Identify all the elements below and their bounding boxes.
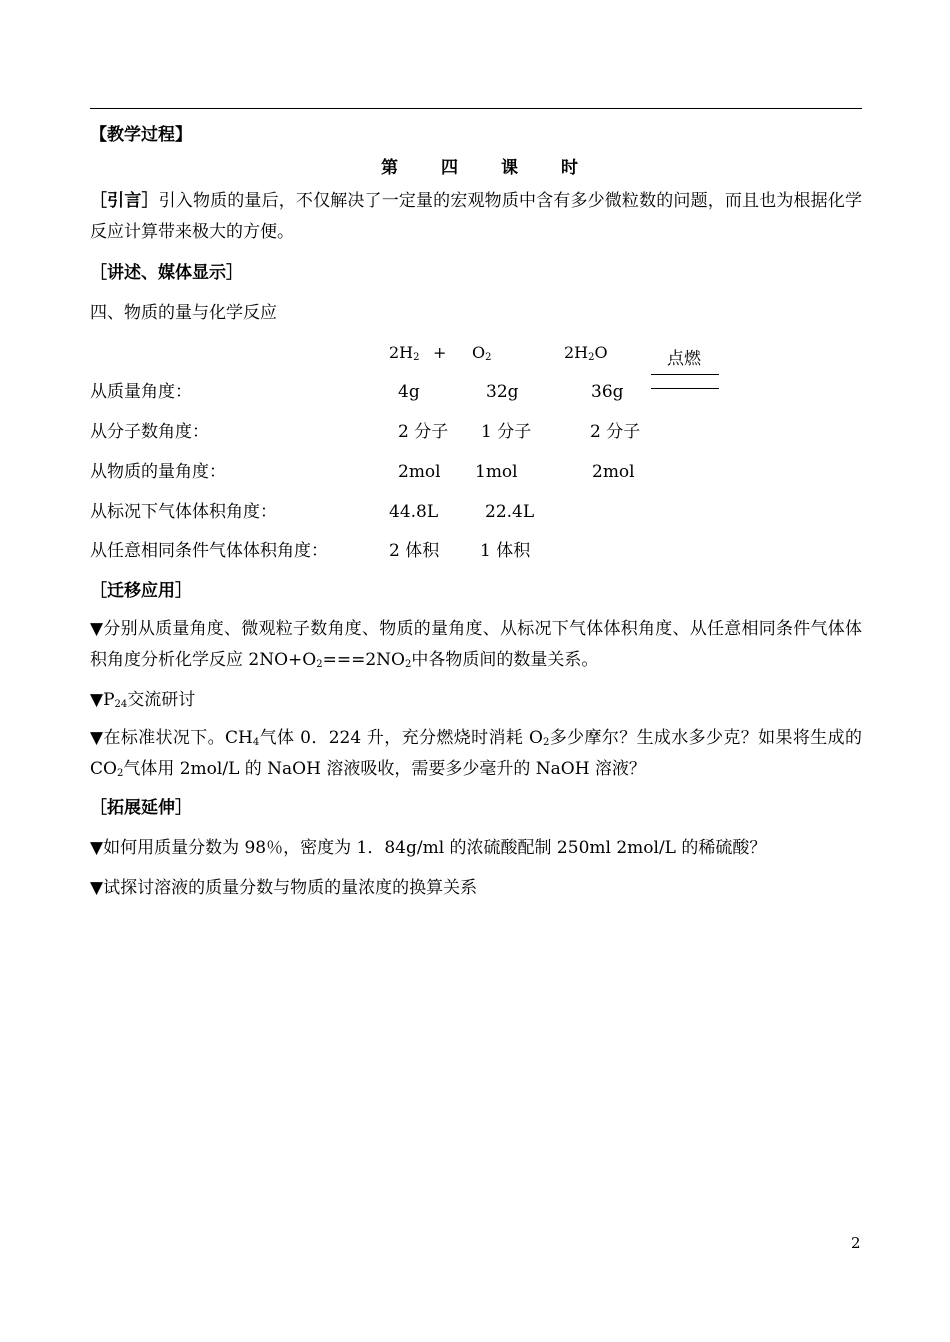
header-rule xyxy=(90,108,862,109)
transfer-question-1: ▼分别从质量角度、微观粒子数角度、物质的量角度、从标况下气体体积角度、从任意相同条件气体体积角度分析化学反应 $2NO+O_2===2NO_2$中各物质间的数量关系。 xyxy=(90,619,862,670)
row-moles-b: 1mol xyxy=(475,462,518,482)
section-heading: 【教学过程】 xyxy=(90,125,192,145)
row-molecules-b: 1 分子 xyxy=(481,422,532,442)
row-mass-b: 32g xyxy=(486,382,519,402)
equation-reactant-h2: $2H_2$ xyxy=(389,343,420,363)
reaction-arrow-line-top xyxy=(651,374,719,375)
row-moles-label: 从物质的量角度： xyxy=(90,462,226,482)
extension-question-2: ▼试探讨溶液的质量分数与物质的量浓度的换算关系 xyxy=(90,878,478,898)
equation-reactant-o2: $O_2$ xyxy=(472,343,492,363)
intro-paragraph xyxy=(90,186,862,248)
row-molecules-a: 2 分子 xyxy=(398,422,449,442)
row-any-label: 从任意相同条件气体体积角度： xyxy=(90,541,328,561)
row-mass-c: 36g xyxy=(591,382,624,402)
page-number: 2 xyxy=(851,1234,861,1252)
row-any-a: 2 体积 xyxy=(389,541,440,561)
row-stp-a: 44.8L xyxy=(389,502,439,522)
row-any-b: 1 体积 xyxy=(480,541,531,561)
reaction-condition: 点燃 xyxy=(667,349,701,369)
row-mass-a: 4g xyxy=(398,382,420,402)
transfer-question-3: ▼在标准状况下。$CH_4$气体 0．224 升，充分燃烧时消耗 $O_2$多少摩尔？生成水多少克？如果将生成的 $CO_2$气体用 2mol/L 的 NaOH 溶液吸收，需要多少毫升的 NaOH 溶液？ xyxy=(90,728,863,779)
reaction-arrow-line-bottom xyxy=(651,388,719,389)
row-stp-b: 22.4L xyxy=(485,502,535,522)
equation-plus: + xyxy=(433,343,447,362)
transfer-question-2: $▼P_{24}$交流研讨 xyxy=(90,690,196,710)
row-moles-c: 2mol xyxy=(592,462,635,482)
equation-product-h2o: $2H_2O$ xyxy=(564,343,608,363)
row-mass-label: 从质量角度： xyxy=(90,382,192,402)
intro-tag: ［引言］ xyxy=(90,191,159,211)
extension-tag: ［拓展延伸］ xyxy=(90,798,192,818)
lecture-heading: 四、物质的量与化学反应 xyxy=(90,303,277,323)
row-stp-label: 从标况下气体体积角度： xyxy=(90,502,277,522)
extension-question-1: ▼如何用质量分数为 98％，密度为 1．84g/ml 的浓硫酸配制 250ml 2mol/L 的稀硫酸？ xyxy=(90,838,767,858)
row-molecules-label: 从分子数角度： xyxy=(90,422,209,442)
intro-text: 引入物质的量后，不仅解决了一定量的宏观物质中含有多少微粒数的问题，而且也为根据化学反应计算带来极大的方便。 xyxy=(90,191,863,242)
course-title: 第四课时 xyxy=(381,158,621,178)
transfer-tag: ［迁移应用］ xyxy=(90,581,192,601)
row-moles-a: 2mol xyxy=(398,462,441,482)
lecture-tag: ［讲述、媒体显示］ xyxy=(90,263,243,283)
row-molecules-c: 2 分子 xyxy=(590,422,641,442)
